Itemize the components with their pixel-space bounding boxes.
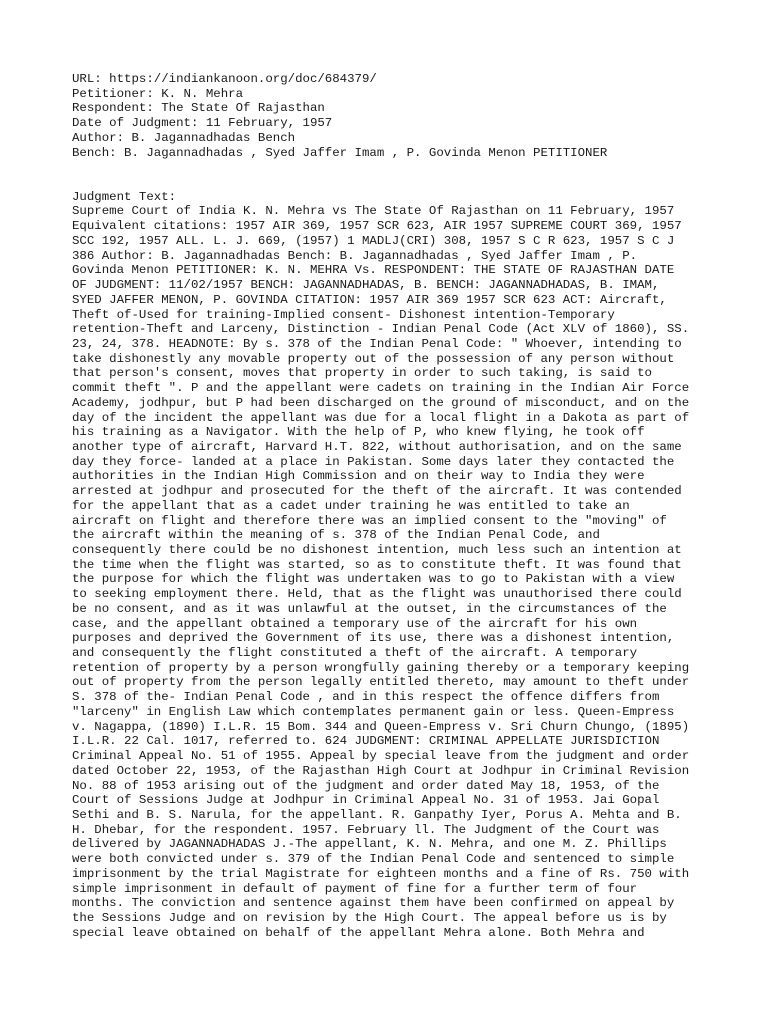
judgment-text-line: months. The conviction and sentence against them have been confirmed on appeal by [72,896,675,911]
petitioner-line: Petitioner: K. N. Mehra [72,86,244,101]
judgment-text-line: the aircraft within the meaning of s. 378 of the Indian Penal Code, and [72,528,600,543]
author-line: Author: B. Jagannadhadas Bench [72,130,296,145]
judgment-text-line: take dishonestly any movable property out of the possession of any person without [72,351,675,366]
judgment-text-line: Academy, jodhpur, but P had been discharged on the ground of misconduct, and on the [72,395,690,410]
judgment-text-line: "larceny" in English Law which contemplates permanent gain or less. Queen-Empress [72,704,675,719]
judgment-text-line: S. 378 of the- Indian Penal Code , and in this respect the offence differs from [72,690,660,705]
judgment-heading: Judgment Text: [72,189,177,204]
judgment-text-line: consequently there could be no dishonest intention, much less such an intention at [72,543,682,557]
judgment-text-line: day of the incident the appellant was due for a local flight in a Dakota as part of [72,410,690,425]
judgment-text-line: No. 88 of 1953 arising out of the judgment and order dated May 18, 1953, of the [72,778,660,793]
judgment-text-line: purposes and deprived the Government of its use, there was a dishonest intention, [72,631,675,646]
judgment-text-line: day they force- landed at a place in Pakistan. Some days later they contacted the [72,454,675,469]
judgment-text-line: and consequently the flight constituted a theft of the aircraft. A temporary [72,646,638,661]
judgment-text-line: H. Dhebar, for the respondent. 1957. February ll. The Judgment of the Court was [72,822,660,837]
document-page [72,72,712,940]
judgment-text-line: aircraft on flight and therefore there was an implied consent to the "moving" of [72,513,667,528]
judgment-text-line: for the appellant that as a cadet under training he was entitled to take an [72,498,630,513]
judgment-text-line: Criminal Appeal No. 51 of 1955. Appeal by special leave from the judgment and order [72,749,690,764]
judgment-text-line: Govinda Menon PETITIONER: K. N. MEHRA Vs. RESPONDENT: THE STATE OF RAJASTHAN DATE [72,263,675,278]
judgment-text-line: imprisonment by the trial Magistrate for eighteen months and a fine of Rs. 750 with [72,866,690,881]
judgment-text-line: the Sessions Judge and on revision by the High Court. The appeal before us is by [72,910,667,925]
url-line: URL: https://indiankanoon.org/doc/684379/ [72,72,377,86]
judgment-date-line: Date of Judgment: 11 February, 1957 [72,116,333,131]
judgment-text-line: Court of Sessions Judge at Jodhpur in Criminal Appeal No. 31 of 1953. Jai Gopal [72,793,660,808]
judgment-text-line: Equivalent citations: 1957 AIR 369, 1957 SCR 623, AIR 1957 SUPREME COURT 369, 1957 [72,219,682,234]
judgment-text-line: 386 Author: B. Jagannadhadas Bench: B. Jagannadhadas , Syed Jaffer Imam , P. [72,248,638,263]
judgment-text-line: I.L.R. 22 Cal. 1017, referred to. 624 JUDGMENT: CRIMINAL APPELLATE JURISDICTION [72,734,660,749]
judgment-text-line: OF JUDGMENT: 11/02/1957 BENCH: JAGANNADHADAS, B. BENCH: JAGANNADHADAS, B. IMAM, [72,278,660,293]
judgment-text-line: Supreme Court of India K. N. Mehra vs The State Of Rajasthan on 11 February, 1957 [72,204,675,219]
judgment-text-line: the purpose for which the flight was undertaken was to go to Pakistan with a view [72,572,675,587]
judgment-text-line: another type of aircraft, Harvard H.T. 822, without authorisation, and on the same [72,439,682,454]
judgment-text-line: to seeking employment there. Held, that as the flight was unauthorised there could [72,587,682,602]
judgment-text-line: arrested at jodhpur and prosecuted for the theft of the aircraft. It was contended [72,484,682,499]
judgment-text-line: SCC 192, 1957 ALL. L. J. 669, (1957) 1 MADLJ(CRI) 308, 1957 S C R 623, 1957 S C J [72,233,675,248]
judgment-text-line: simple imprisonment in default of payment of fine for a further term of four [72,881,638,896]
judgment-text-line: SYED JAFFER MENON, P. GOVINDA CITATION: 1957 AIR 369 1957 SCR 623 ACT: Aircraft, [72,292,667,307]
section-spacer [72,160,712,189]
judgment-text-line: v. Nagappa, (1890) I.L.R. 15 Bom. 344 and Queen-Empress v. Sri Churn Chungo, (1895) [72,719,690,734]
judgment-text-line: out of property from the person legally entitled thereto, may amount to theft under [72,675,690,690]
judgment-text-line: retention-Theft and Larceny, Distinction - Indian Penal Code (Act XLV of 1860), SS. [72,322,690,337]
judgment-text-line: that person's consent, moves that property in order to such taking, is said to [72,366,652,381]
judgment-text-line: authorities in the Indian High Commission and on their way to India they were [72,469,645,484]
bench-line: Bench: B. Jagannadhadas , Syed Jaffer Imam , P. Govinda Menon PETITIONER [72,145,608,160]
judgment-body [72,204,712,940]
judgment-text-line: Theft of-Used for training-Implied consent- Dishonest intention-Temporary [72,307,615,322]
judgment-text-line: Sethi and B. S. Narula, for the appellant. R. Ganpathy Iyer, Porus A. Mehta and B. [72,807,682,822]
judgment-text-line: special leave obtained on behalf of the appellant Mehra alone. Both Mehra and [72,925,645,940]
judgment-text-line: 23, 24, 378. HEADNOTE: By s. 378 of the Indian Penal Code: " Whoever, intending to [72,336,682,351]
judgment-text-line: dated October 22, 1953, of the Rajasthan High Court at Jodhpur in Criminal Revision [72,763,690,778]
judgment-text-line: were both convicted under s. 379 of the Indian Penal Code and sentenced to simple [72,852,675,867]
judgment-text-line: commit theft ". P and the appellant were cadets on training in the Indian Air Force [72,381,690,396]
judgment-text-line: be no consent, and as it was unlawful at the outset, in the circumstances of the [72,601,667,616]
respondent-line: Respondent: The State Of Rajasthan [72,101,325,116]
judgment-text-line: case, and the appellant obtained a temporary use of the aircraft for his own [72,616,638,631]
judgment-text-line: retention of property by a person wrongfully gaining thereby or a temporary keeping [72,660,690,675]
case-metadata [72,72,712,160]
judgment-text-line: his training as a Navigator. With the help of P, who knew flying, he took off [72,425,645,440]
judgment-text-line: the time when the flight was started, so as to constitute theft. It was found that [72,557,682,572]
judgment-text-line: delivered by JAGANNADHADAS J.-The appellant, K. N. Mehra, and one M. Z. Phillips [72,837,667,852]
